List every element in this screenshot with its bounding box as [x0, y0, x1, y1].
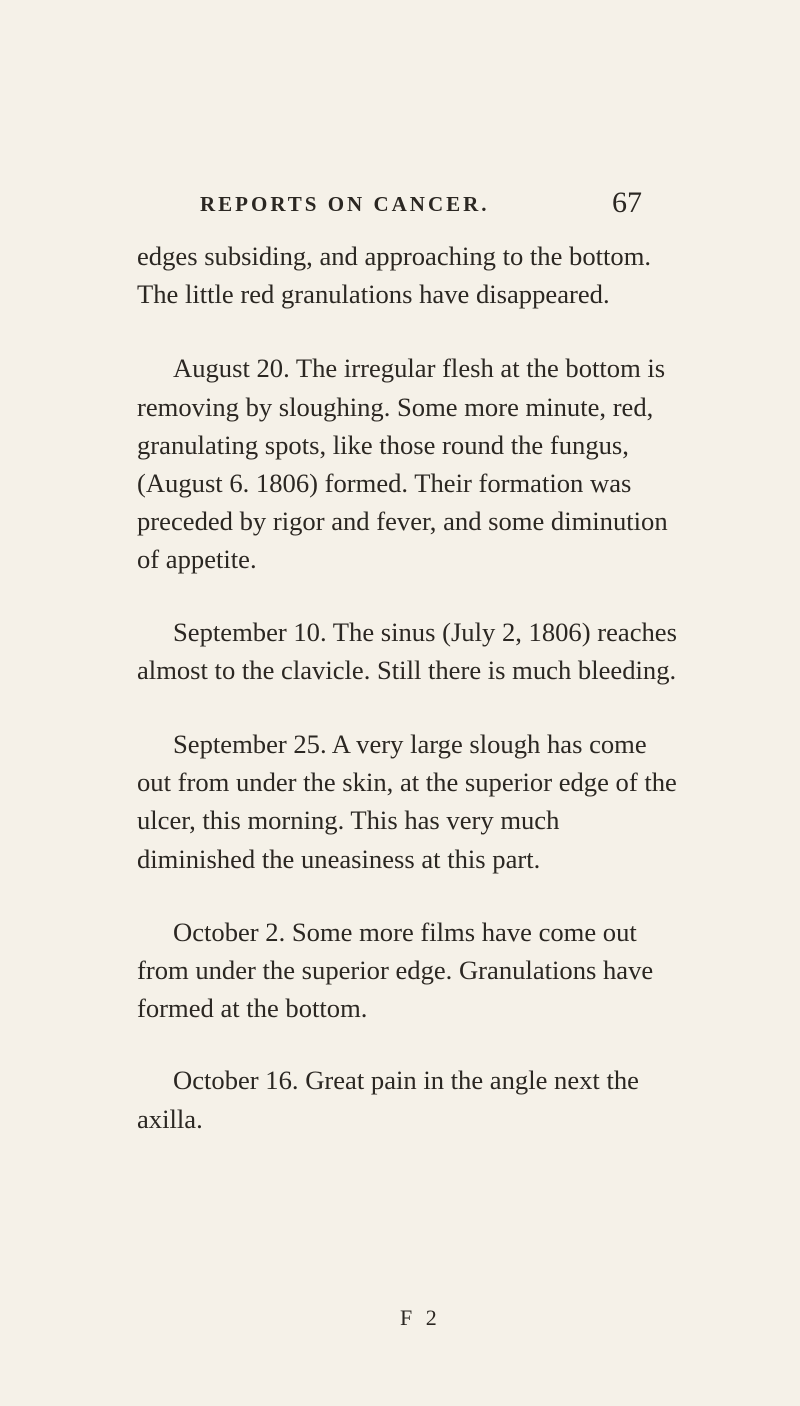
paragraph-september-25: September 25. A very large slough has come out from under the skin, at the superior edge of the ulcer, this morning. This has very much diminished the uneasiness at this part.: [137, 729, 677, 874]
signature-mark: F 2: [400, 1305, 441, 1330]
page-number: 67: [612, 186, 642, 219]
paragraph-october-16: October 16. Great pain in the angle next the axilla.: [137, 1065, 639, 1134]
body-text: [137, 237, 677, 1138]
paragraph-continuation: edges subsiding, and approaching to the bottom. The little red granulations have disappeared.: [137, 241, 652, 310]
running-head: [0, 186, 800, 226]
paragraph-august-20: August 20. The irregular flesh at the bottom is removing by sloughing. Some more minute, red, granulating spots, like those round the fungus, (August 6. 1806) formed. Their formation was preceded by rigor and fever, and some diminution of appetite.: [137, 353, 668, 575]
running-title: REPORTS ON CANCER.: [200, 192, 490, 216]
paragraph-september-10: September 10. The sinus (July 2, 1806) reaches almost to the clavicle. Still there is much bleeding.: [137, 616, 677, 685]
paragraph-october-2: October 2. Some more films have come out from under the superior edge. Granulations have formed at the bottom.: [137, 916, 654, 1024]
